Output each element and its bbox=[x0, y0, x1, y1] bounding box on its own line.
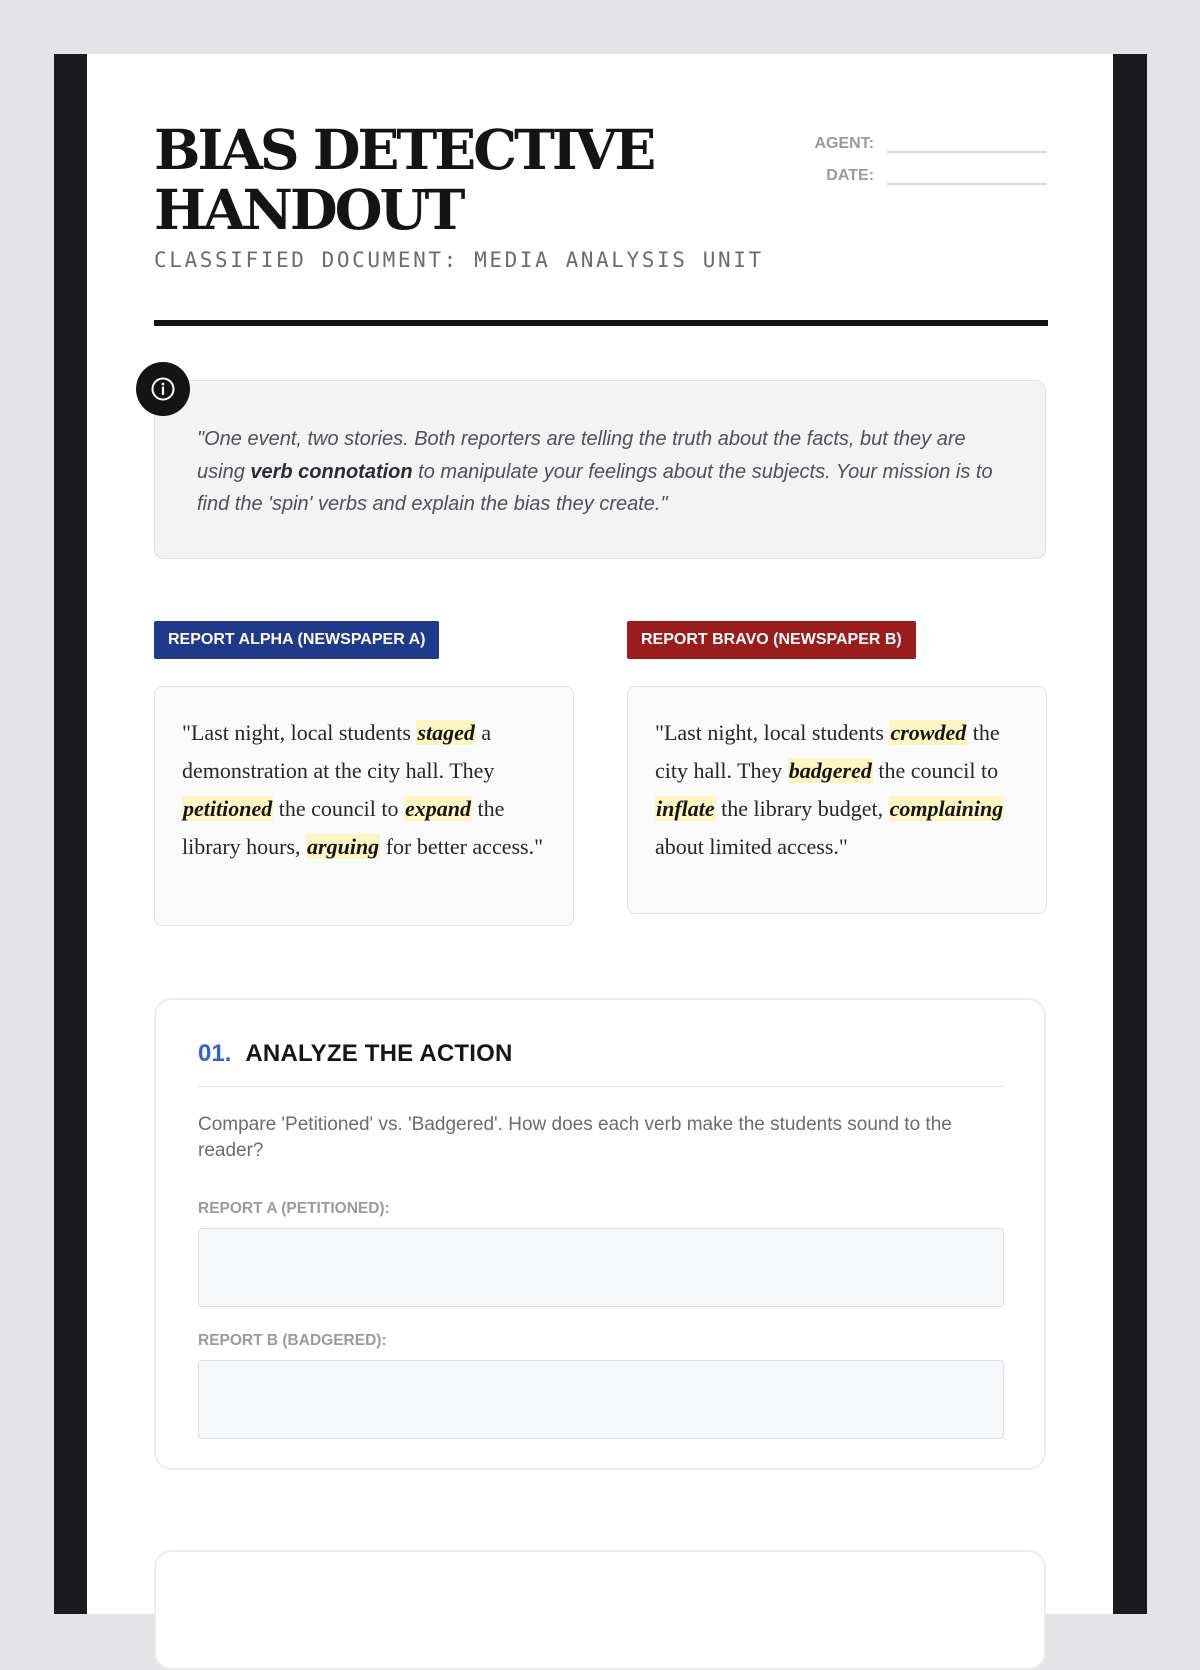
mission-emphasis: verb connotation bbox=[250, 460, 413, 483]
report-text: the library hours, bbox=[182, 796, 505, 859]
spin-verb: complaining bbox=[889, 796, 1004, 821]
question-number: 01. bbox=[198, 1040, 232, 1067]
header-divider bbox=[154, 320, 1048, 326]
report-text: the council to bbox=[872, 758, 999, 783]
spin-verb: badgered bbox=[788, 758, 872, 783]
spin-verb: petitioned bbox=[183, 796, 273, 821]
agent-date-fields bbox=[807, 122, 1047, 186]
mission-text-end: to manipulate your feelings about the subjects. Your mission is to find the 'spin' verbs and explain the bias they create." bbox=[197, 460, 993, 515]
report-bravo-card bbox=[627, 686, 1047, 914]
report-b-answer-label: REPORT B (BADGERED): bbox=[198, 1332, 387, 1349]
agent-label: AGENT: bbox=[814, 135, 874, 152]
report-text: "Last night, local students bbox=[655, 720, 890, 745]
title-line-1: BIAS DETECTIVE bbox=[154, 117, 654, 182]
report-text: about limited access." bbox=[655, 834, 848, 859]
page-subtitle: CLASSIFIED DOCUMENT: MEDIA ANALYSIS UNIT bbox=[154, 248, 764, 272]
report-text: the city hall. They bbox=[655, 720, 1000, 783]
spin-verb: crowded bbox=[890, 720, 967, 745]
date-label: DATE: bbox=[826, 167, 874, 184]
report-bravo-tag: REPORT BRAVO (NEWSPAPER B) bbox=[627, 621, 916, 659]
spin-verb: expand bbox=[404, 796, 471, 821]
question-prompt: Compare 'Petitioned' vs. 'Badgered'. How does each verb make the students sound to the reader? bbox=[198, 1114, 952, 1161]
spin-verb: inflate bbox=[656, 796, 715, 821]
handout-page bbox=[87, 54, 1113, 1614]
report-text: a demonstration at the city hall. They bbox=[182, 720, 495, 783]
question-title: ANALYZE THE ACTION bbox=[245, 1040, 513, 1067]
question-1-header bbox=[198, 1040, 513, 1068]
report-text: for better access." bbox=[380, 834, 544, 859]
mission-text-start: "One event, two stories. Both reporters are telling the truth about the facts, but they are using bbox=[197, 428, 966, 483]
spin-verb: arguing bbox=[307, 834, 380, 859]
mission-text bbox=[197, 423, 1005, 521]
report-b-answer-field[interactable] bbox=[198, 1360, 1004, 1439]
report-text: "Last night, local students bbox=[182, 720, 417, 745]
report-text: the council to bbox=[273, 796, 404, 821]
page-title bbox=[154, 117, 654, 242]
agent-row bbox=[807, 122, 1047, 154]
report-text: the library budget, bbox=[715, 796, 889, 821]
date-field[interactable] bbox=[887, 165, 1047, 185]
question-1-card bbox=[154, 998, 1046, 1470]
spin-verb: staged bbox=[417, 720, 475, 745]
info-icon bbox=[136, 362, 190, 416]
agent-field[interactable] bbox=[887, 133, 1047, 153]
report-alpha-card bbox=[154, 686, 574, 926]
question-2-card bbox=[154, 1550, 1046, 1670]
title-line-2: HANDOUT bbox=[154, 177, 463, 242]
mission-briefing bbox=[154, 380, 1046, 559]
report-a-answer-label: REPORT A (PETITIONED): bbox=[198, 1200, 390, 1217]
date-row bbox=[807, 154, 1047, 186]
report-alpha-tag: REPORT ALPHA (NEWSPAPER A) bbox=[154, 621, 439, 659]
question-divider bbox=[198, 1086, 1003, 1087]
report-a-answer-field[interactable] bbox=[198, 1228, 1004, 1307]
